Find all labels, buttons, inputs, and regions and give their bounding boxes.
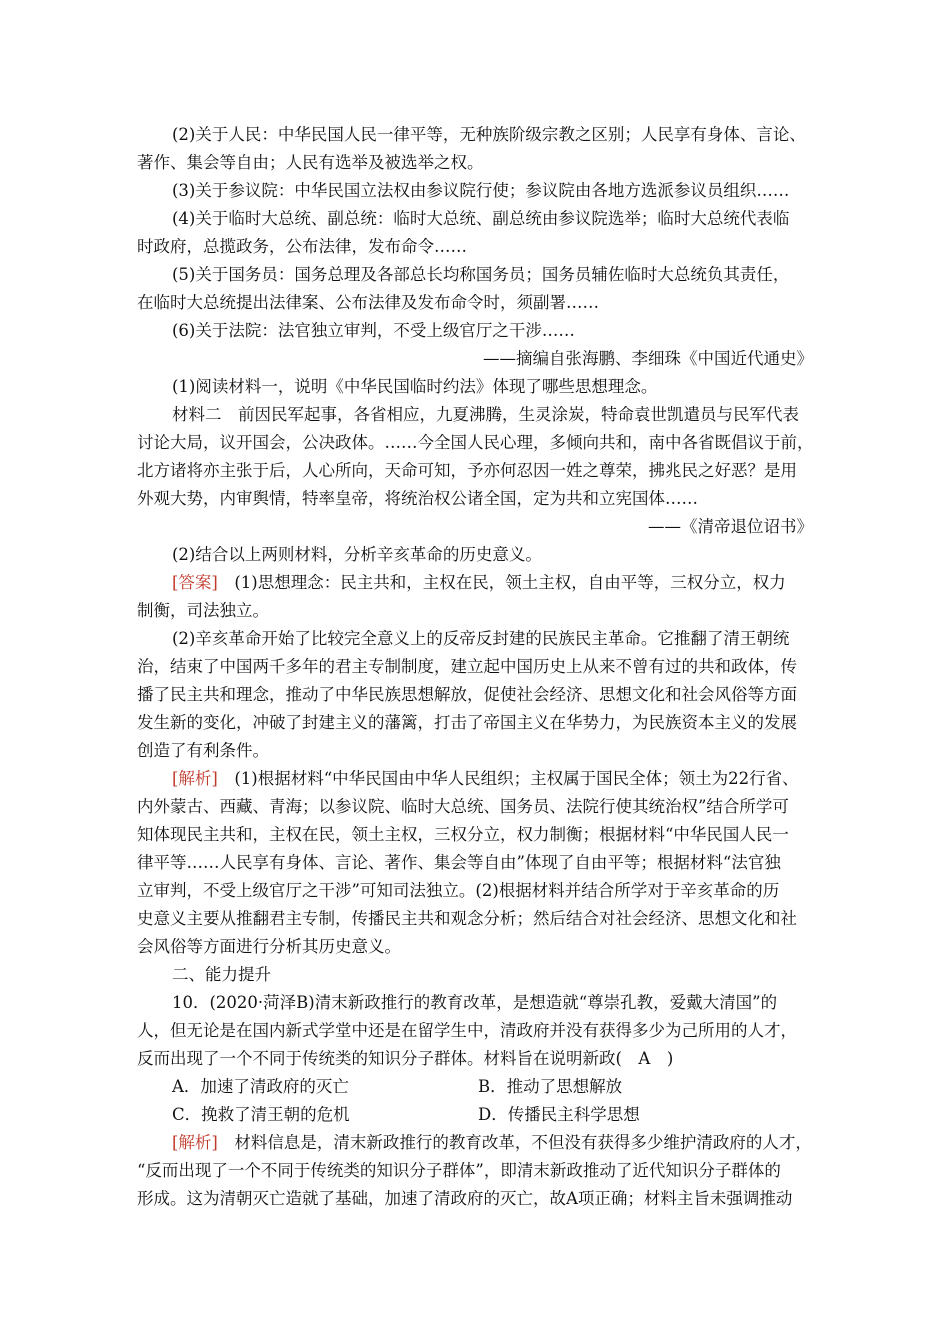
text-line: 创造了有利条件。 [137,741,269,760]
text-line: 播了民主共和理念，推动了中华民族思想解放，促使社会经济、思想文化和社会风俗等方面 [137,685,797,704]
option-c: C．挽救了清王朝的危机 [172,1105,350,1124]
question-10: 10．(2020·菏泽B)清末新政推行的教育改革，是想造就“尊崇孔教，爱戴大清国”的 [172,993,778,1012]
text-line: 发生新的变化，冲破了封建主义的藩篱，打击了帝国主义在华势力，为民族资本主义的发展 [137,713,797,732]
text-line: 史意义主要从推翻君主专制，传播民主共和观念分析；然后结合对社会经济、思想文化和社 [137,909,797,928]
text-line: 讨论大局，议开国会，公决政体。……今全国人民心理，多倾向共和，南中各省既倡议于前， [137,433,813,452]
text-line: (5)关于国务员：国务总理及各部总长均称国务员；国务员辅佐临时大总统负其责任， [172,265,790,284]
text-line: (3)关于参议院：中华民国立法权由参议院行使；参议院由各地方选派参议员组织…… [172,181,790,200]
text-line: 材料二 前因民军起事，各省相应，九夏沸腾，生灵涂炭，特命袁世凯遣员与民军代表 [172,405,799,424]
question-line: (2)结合以上两则材料，分析辛亥革命的历史意义。 [172,545,542,564]
text-line: “反而出现了一个不同于传统类的知识分子群体”，即清末新政推动了近代知识分子群体的 [137,1161,781,1180]
option-b: B．推动了思想解放 [478,1077,623,1096]
answer-line [172,572,813,594]
analysis-tag: [解析] [172,1133,218,1152]
answer-text: (1)思想理念：民主共和，主权在民，领土主权，自由平等，三权分立，权力 [217,573,786,592]
text-line: 时政府，总揽政务，公布法律，发布命令…… [137,237,467,256]
text-line: (4)关于临时大总统、副总统：临时大总统、副总统由参议院选举；临时大总统代表临 [172,209,790,228]
text-line: 在临时大总统提出法律案、公布法律及发布命令时，须副署…… [137,293,599,312]
text-line: 制衡，司法独立。 [137,601,269,620]
text-line: (2)辛亥革命开始了比较完全意义上的反帝反封建的民族民主革命。它推翻了清王朝统 [172,629,790,648]
option-a: A．加速了清政府的灭亡 [172,1077,349,1096]
analysis-text: (1)根据材料“中华民国由中华人民组织；主权属于国民全体；领土为22行省、 [217,769,799,788]
text-line: 著作、集会等自由；人民有选举及被选举之权。 [137,153,484,172]
text-line: 律平等……人民享有身体、言论、著作、集会等自由”体现了自由平等；根据材料“法官独 [137,853,781,872]
text-line: (2)关于人民：中华民国人民一律平等，无种族阶级宗教之区别；人民享有身体、言论、 [172,125,806,144]
analysis-line [172,768,813,790]
text-line: 形成。这为清朝灭亡造就了基础，加速了清政府的灭亡，故A项正确；材料主旨未强调推动 [137,1189,793,1208]
citation: ——摘编自张海鹏、李细珠《中国近代通史》 [483,349,813,368]
text-line: 北方诸将亦主张于后，人心所向，天命可知，予亦何忍因一姓之尊荣，拂兆民之好恶？是用 [137,461,797,480]
section-heading: 二、能力提升 [172,965,271,984]
answer-tag: [答案] [172,573,218,592]
analysis-line [172,1132,813,1154]
text-line: 知体现民主共和，主权在民，领土主权，三权分立，权力制衡；根据材料“中华民国人民一 [137,825,789,844]
text-line: 治，结束了中国两千多年的君主专制制度，建立起中国历史上从来不曾有过的共和政体，传 [137,657,797,676]
text-line: 反而出现了一个不同于传统类的知识分子群体。材料旨在说明新政( A ) [137,1049,674,1068]
analysis-text: 材料信息是，清末新政推行的教育改革，不但没有获得多少维护清政府的人才， [217,1133,812,1152]
text-line: 内外蒙古、西藏、青海；以参议院、临时大总统、国务员、法院行使其统治权”结合所学可 [137,797,789,816]
citation: ——《清帝退位诏书》 [648,517,813,536]
text-line: 会风俗等方面进行分析其历史意义。 [137,937,401,956]
text-line: (6)关于法院：法官独立审判，不受上级官厅之干涉…… [172,321,575,340]
text-line: 人，但无论是在国内新式学堂中还是在留学生中，清政府并没有获得多少为己所用的人才， [137,1021,797,1040]
analysis-tag: [解析] [172,769,218,788]
text-line: 立审判，不受上级官厅之干涉”可知司法独立。(2)根据材料并结合所学对于辛亥革命的历 [137,881,780,900]
text-line: 外观大势，内审舆情，特率皇帝，将统治权公诸全国，定为共和立宪国体…… [137,489,698,508]
option-d: D．传播民主科学思想 [478,1105,640,1124]
question-line: (1)阅读材料一，说明《中华民国临时约法》体现了哪些思想理念。 [172,377,658,396]
